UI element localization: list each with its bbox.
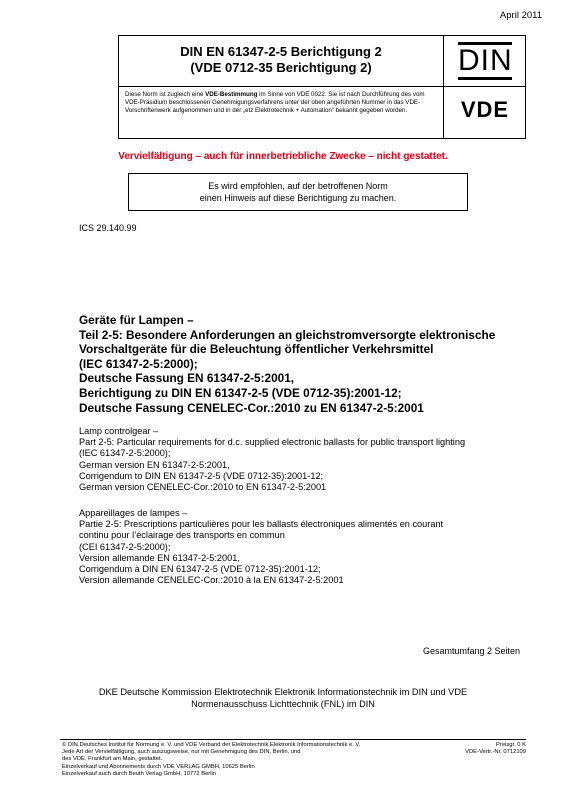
french-title-line: Corrigendum à DIN EN 61347-2-5 (VDE 0712-35):2001-12; <box>79 564 321 575</box>
footer-line: des VDE, Frankfurt am Main, gestattet. <box>62 756 163 763</box>
german-title-line: Berichtigung zu DIN EN 61347-2-5 (VDE 0712-35):2001-12; <box>79 385 402 400</box>
dke-line-2: Normenausschuss Lichttechnik (FNL) im DIN <box>191 699 375 709</box>
vde-classification-number: (VDE 0712-35 Berichtigung 2) <box>190 60 372 75</box>
din-logo-box <box>444 35 526 87</box>
recommendation-box <box>128 173 468 211</box>
document-title-box <box>118 35 444 87</box>
english-title-line: (IEC 61347-2-5:2000); <box>79 448 171 459</box>
french-title-line: Version allemande CENELEC-Cor.:2010 à la EN 61347-2-5:2001 <box>79 575 344 586</box>
german-title-line: Vorschaltgeräte für die Beleuchtung öffentlicher Verkehrsmittel <box>79 342 434 357</box>
english-title-line: Corrigendum to DIN EN 61347-2-5 (VDE 0712-35):2001-12; <box>79 470 324 481</box>
dke-line-1: DKE Deutsche Kommission Elektrotechnik Elektronik Informationstechnik im DIN und VDE <box>98 687 468 697</box>
note-text-bold: VDE-Bestimmung <box>205 91 258 98</box>
document-number: DIN EN 61347-2-5 Berichtigung 2 <box>180 44 382 59</box>
french-title-line: Version allemande EN 61347-2-5:2001, <box>79 552 240 563</box>
vde-logo-box <box>444 87 526 139</box>
footer-line: Einzelverkauf auch durch Beuth Verlag GmbH, 10772 Berlin <box>62 770 217 777</box>
german-title-line: Geräte für Lampen – <box>79 313 194 327</box>
copy-warning: Vervielfältigung – auch für innerbetriebliche Zwecke – nicht gestattet. <box>118 151 448 162</box>
english-title <box>79 426 539 493</box>
english-title-line: Part 2-5: Particular requirements for d.c. supplied electronic ballasts for public transport lighting <box>79 437 466 448</box>
ics-code: ICS 29.140.99 <box>79 223 137 233</box>
german-title-line: Deutsche Fassung CENELEC-Cor.:2010 zu EN 61347-2-5:2001 <box>79 400 424 415</box>
german-title-line: Deutsche Fassung EN 61347-2-5:2001, <box>79 371 295 386</box>
german-title <box>79 313 539 415</box>
copyright-footer <box>62 742 442 778</box>
vde-logo: VDE <box>460 97 510 122</box>
french-title-line: (CEI 61347-2-5:2000); <box>79 541 171 552</box>
issue-date: April 2011 <box>499 10 542 21</box>
french-title-line: continu pour l’éclairage des transports en commun <box>79 530 285 541</box>
english-title-line: German version CENELEC-Cor.:2010 to EN 61347-2-5:2001 <box>79 482 327 493</box>
note-text-end: im Sinne von VDE 0022. Sie ist nach Durchführung des vom VDE-Präsidium beschlossenen Genehmigungsverfahrens unter der oben angeführten Nummer in das VDE-Vorschriftenwerk aufgenommen und in der „etz Elektrotechnik + Automation“ bekannt gegeben worden. <box>125 91 425 114</box>
footer-line: Einzelverkauf und Abonnements durch VDE VERLAG GMBH, 10625 Berlin <box>62 763 255 770</box>
french-title-line: Partie 2-5: Prescriptions particulières pour les ballasts électroniques alimentés en courant <box>79 519 444 530</box>
english-title-line: German version EN 61347-2-5:2001, <box>79 459 230 470</box>
vde-regulation-note <box>118 87 444 139</box>
price-group: Preisgr. 0 K <box>496 742 526 748</box>
total-pages: Gesamtumfang 2 Seiten <box>422 646 520 656</box>
footer-line: Jede Art der Vervielfältigung, auch auszugsweise, nur mit Genehmigung des DIN, Berlin, und <box>62 749 301 756</box>
note-text-start: Diese Norm ist zugleich eine <box>125 91 206 98</box>
footer-line: © DIN Deutsches Institut für Normung e. V. und VDE Verband der Elektrotechnik Elektronik Informationstechnik e. V. <box>62 742 361 748</box>
footer-divider <box>60 739 526 740</box>
price-info <box>465 742 526 756</box>
dke-committee <box>0 686 566 710</box>
german-title-line: (IEC 61347-2-5:2000); <box>79 356 198 371</box>
german-title-line: Teil 2-5: Besondere Anforderungen an gleichstromversorgte elektronische <box>79 327 496 342</box>
din-logo: DIN <box>458 42 512 80</box>
french-title <box>79 508 539 586</box>
english-title-line: Lamp controlgear – <box>79 426 159 436</box>
order-number: VDE-Vertr.-Nr. 0712109 <box>465 749 526 756</box>
french-title-line: Appareillages de lampes – <box>79 508 188 518</box>
recommendation-line-1: Es wird empfohlen, auf der betroffenen Norm <box>208 181 388 191</box>
recommendation-line-2: einen Hinweis auf diese Berichtigung zu machen. <box>199 193 397 203</box>
